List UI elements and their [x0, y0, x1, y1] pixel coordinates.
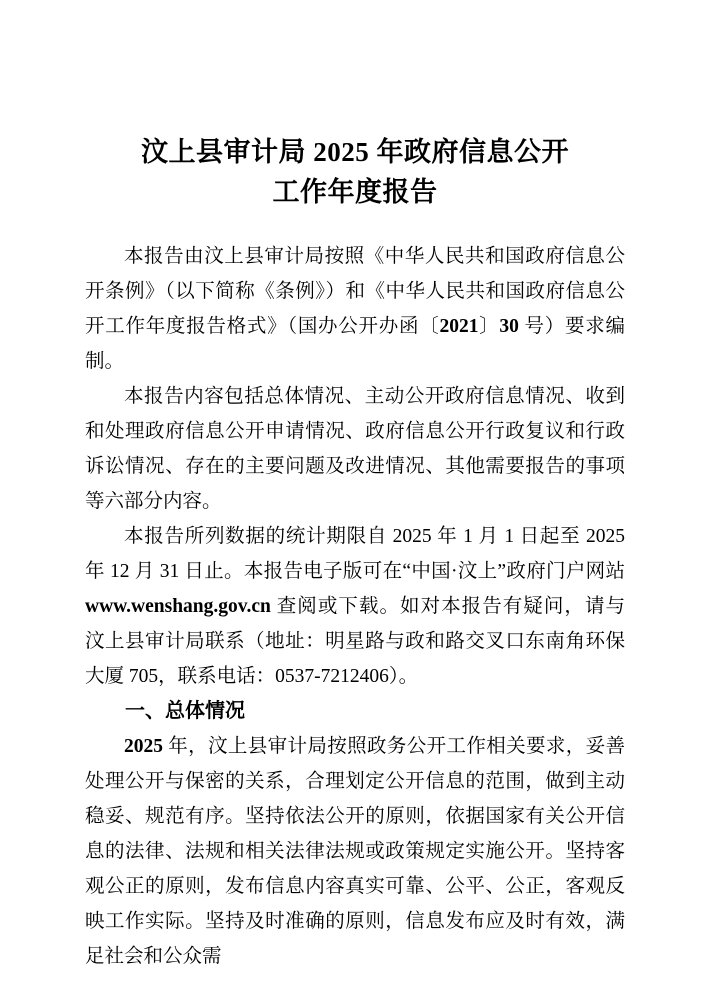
heading-section-1-overall-situation: 一、总体情况 [125, 700, 245, 722]
document-title-line2: 工作年度报告 [272, 177, 438, 207]
para-statistics-period-contact: 本报告所列数据的统计期限自 2025 年 1 月 1 日起至 2025 年 12 月 31 日止。本报告电子版可在“中国·汶上”政府门户网站 www.wenshang.gov.cn 查阅或下载。如对本报告有疑问，请与汶上县审计局联系（地址：明星路与政和路交叉口东南角环保大厦 705，联系电话：0537-7212406）。 [85, 526, 625, 687]
para-overall-situation: 2025 年，汶上县审计局按照政务公开工作相关要求，妥善处理公开与保密的关系，合理划定公开信息的范围，做到主动稳妥、规范有序。坚持依法公开的原则，依据国家有关公开信息的法律、法规和相关法律法规或政策规定实施公开。坚持客观公正的原则，发布信息内容真实可靠、公平、公正，客观反映工作实际。坚持及时准确的原则，信息发布应及时有效，满足社会和公众需 [85, 736, 625, 967]
document-title-line1: 汶上县审计局 2025 年政府信息公开 [141, 137, 569, 167]
document-body [85, 239, 625, 974]
para-report-basis: 本报告由汶上县审计局按照《中华人民共和国政府信息公开条例》（以下简称《条例》）和《中华人民共和国政府信息公开工作年度报告格式》（国办公开办函〔2021〕30 号）要求编制。 [85, 246, 625, 372]
para-report-contents: 本报告内容包括总体情况、主动公开政府信息情况、收到和处理政府信息公开申请情况、政府信息公开行政复议和行政诉讼情况、存在的主要问题及改进情况、其他需要报告的事项等六部分内容。 [85, 386, 625, 512]
document-title [85, 132, 625, 212]
